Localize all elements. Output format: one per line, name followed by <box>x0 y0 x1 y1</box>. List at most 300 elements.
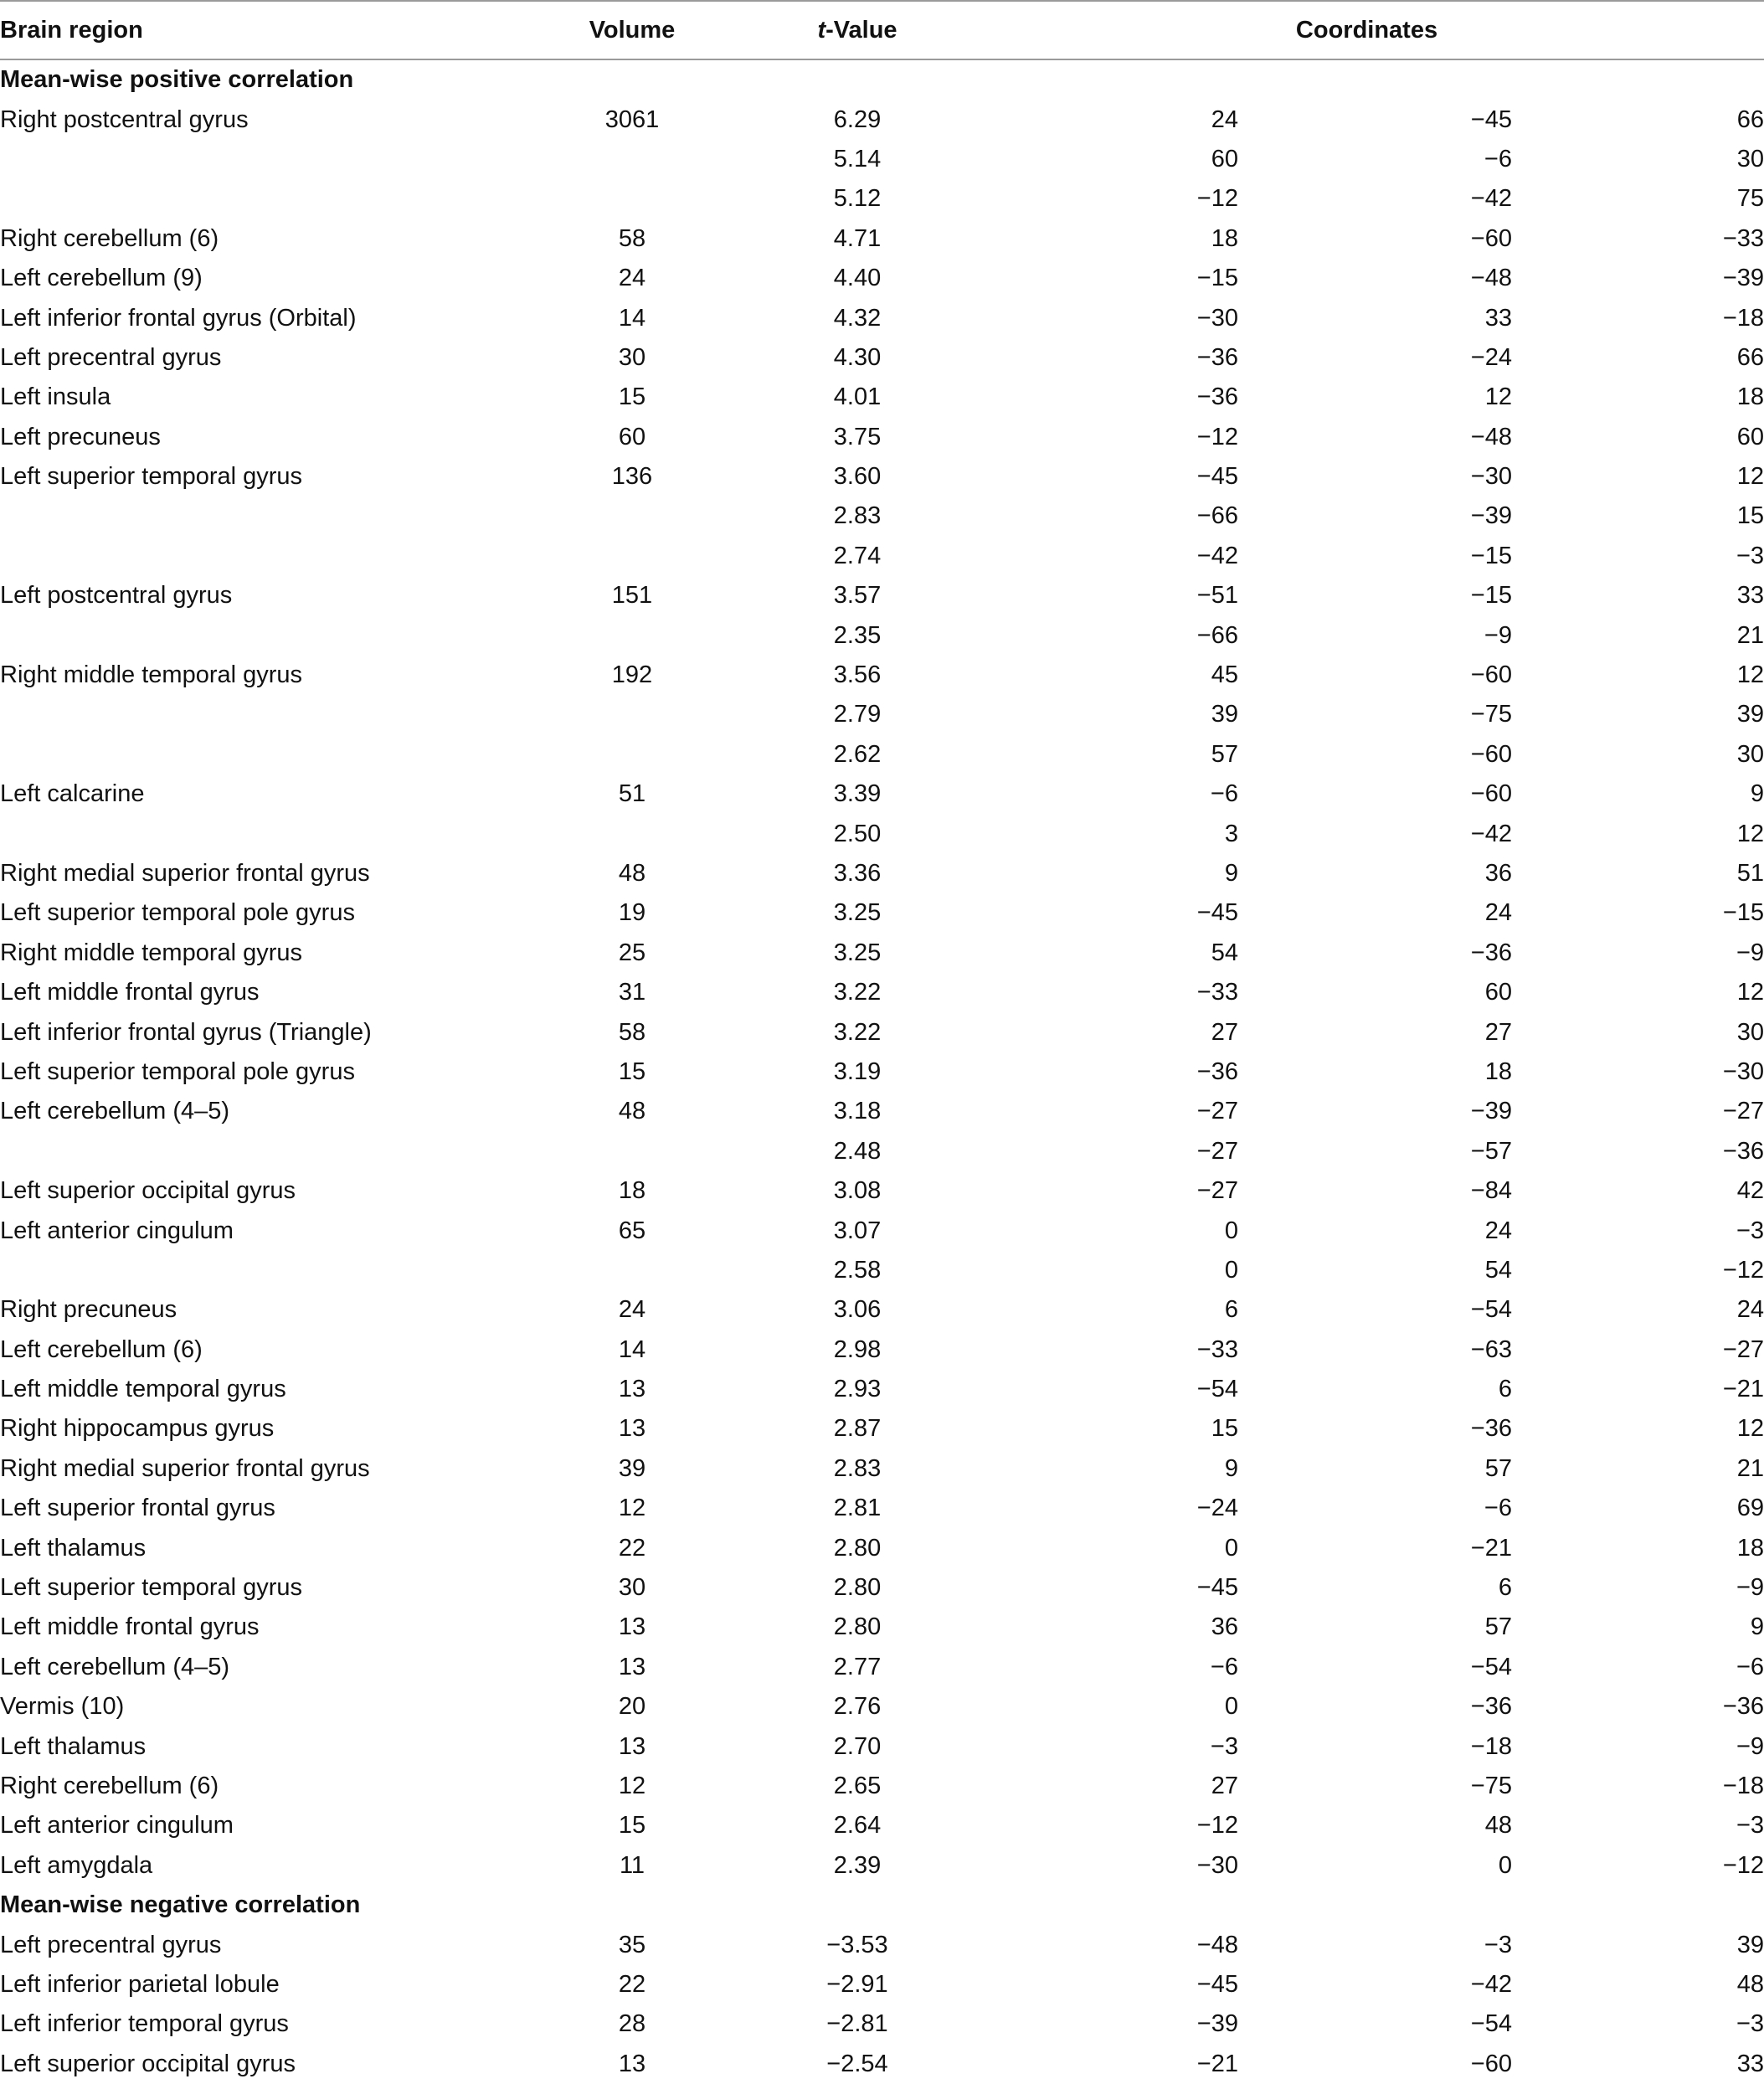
cell-region: Left anterior cingulum <box>0 1812 234 1840</box>
cell-coord-z: −18 <box>1722 1772 1764 1799</box>
cell-t-value: 3.25 <box>833 899 882 927</box>
cell-volume <box>519 179 745 219</box>
cell-t-value: 3.19 <box>833 1057 882 1085</box>
cell-coord-y: −60 <box>1470 740 1512 768</box>
table-row <box>0 1767 1764 1806</box>
cell-coord-y: 36 <box>1484 860 1512 887</box>
cell-region: Left thalamus <box>0 1732 147 1760</box>
cell-coord-z: 66 <box>1736 105 1764 133</box>
table-row <box>0 1726 1764 1766</box>
cell-coord-x: −36 <box>1196 343 1238 371</box>
cell-coord-x: 18 <box>1211 224 1238 252</box>
cell-region <box>0 1132 519 1171</box>
cell-t-value: 2.39 <box>833 1851 882 1879</box>
cell-region: Left middle frontal gyrus <box>0 979 260 1006</box>
cell-t-value: 2.98 <box>833 1335 882 1363</box>
cell-volume: 22 <box>618 1970 646 1998</box>
cell-volume: 13 <box>618 1415 646 1443</box>
cell-coord-y: −60 <box>1470 2050 1512 2077</box>
header-t-rest: -Value <box>825 16 897 44</box>
cell-volume: 48 <box>618 1098 646 1125</box>
cell-coord-x: 27 <box>1211 1772 1238 1799</box>
cell-coord-y: −42 <box>1470 820 1512 847</box>
cell-coord-z: 12 <box>1736 661 1764 689</box>
table-row <box>0 1846 1764 1886</box>
table-row <box>0 219 1764 259</box>
table-row <box>0 656 1764 695</box>
cell-region: Left calcarine <box>0 780 145 808</box>
cell-coord-z: 15 <box>1736 502 1764 530</box>
cell-region: Left middle frontal gyrus <box>0 1613 260 1641</box>
cell-coord-x: −54 <box>1196 1376 1238 1403</box>
table-row <box>0 298 1764 337</box>
cell-coord-x: 9 <box>1224 1454 1238 1482</box>
table-row <box>0 100 1764 139</box>
table-row <box>0 814 1764 853</box>
cell-region: Right cerebellum (6) <box>0 1772 219 1799</box>
cell-coord-y: −9 <box>1484 621 1512 649</box>
cell-volume: 192 <box>611 661 653 689</box>
table-row <box>0 537 1764 576</box>
cell-coord-z: 24 <box>1736 1296 1764 1324</box>
cell-coord-y: −30 <box>1470 463 1512 491</box>
table-row <box>0 1132 1764 1171</box>
cell-volume: 13 <box>618 1613 646 1641</box>
cell-volume: 30 <box>618 1574 646 1602</box>
cell-t-value: 2.58 <box>833 1256 882 1284</box>
cell-volume: 60 <box>618 423 646 450</box>
cell-t-value: 3.25 <box>833 939 882 966</box>
cell-region: Left superior temporal pole gyrus <box>0 1057 355 1085</box>
cell-region: Left superior temporal gyrus <box>0 463 303 491</box>
cell-t-value: 4.32 <box>833 304 882 332</box>
cell-t-value: 3.06 <box>833 1296 882 1324</box>
cell-coord-z: −3 <box>1736 542 1764 569</box>
cell-t-value: 3.18 <box>833 1098 882 1125</box>
cell-coord-x: −45 <box>1196 1574 1238 1602</box>
cell-coord-x: −42 <box>1196 542 1238 569</box>
cell-coord-z: 66 <box>1736 343 1764 371</box>
cell-coord-x: −12 <box>1196 1812 1238 1840</box>
cell-volume: 13 <box>618 1653 646 1680</box>
cell-coord-x: 0 <box>1224 1256 1238 1284</box>
cell-volume: 14 <box>618 1335 646 1363</box>
cell-region: Left amygdala <box>0 1851 153 1879</box>
table-row <box>0 1251 1764 1290</box>
cell-coord-x: −21 <box>1196 2050 1238 2077</box>
table-row <box>0 893 1764 933</box>
cell-coord-x: 36 <box>1211 1613 1238 1641</box>
cell-coord-y: −42 <box>1470 185 1512 213</box>
table-row <box>0 1290 1764 1330</box>
cell-volume: 136 <box>611 463 653 491</box>
cell-volume: 13 <box>618 2050 646 2077</box>
cell-t-value: 3.60 <box>833 463 882 491</box>
cell-coord-z: 39 <box>1736 1931 1764 1958</box>
cell-coord-y: 57 <box>1484 1454 1512 1482</box>
cell-coord-x: 0 <box>1224 1217 1238 1244</box>
cell-region: Left cerebellum (9) <box>0 265 203 292</box>
cell-coord-z: −3 <box>1736 1217 1764 1244</box>
cell-region <box>0 615 519 655</box>
cell-t-value: −2.91 <box>826 1970 888 1998</box>
cell-region: Left precentral gyrus <box>0 343 222 371</box>
cell-region: Left cerebellum (4–5) <box>0 1098 230 1125</box>
cell-coord-z: −9 <box>1736 939 1764 966</box>
cell-t-value: 2.77 <box>833 1653 882 1680</box>
cell-t-value: 4.30 <box>833 343 882 371</box>
cell-t-value: 4.40 <box>833 265 882 292</box>
cell-coord-z: 60 <box>1736 423 1764 450</box>
cell-volume <box>519 140 745 179</box>
cell-t-value: 4.71 <box>833 224 882 252</box>
cell-volume: 11 <box>619 1851 645 1879</box>
table-row <box>0 2045 1764 2084</box>
cell-coord-z: 30 <box>1736 1018 1764 1046</box>
cell-coord-y: −60 <box>1470 224 1512 252</box>
table-row <box>0 854 1764 893</box>
cell-coord-y: −21 <box>1470 1534 1512 1562</box>
table-row <box>0 1370 1764 1409</box>
cell-volume: 35 <box>618 1931 646 1958</box>
cell-coord-z: −36 <box>1722 1137 1764 1165</box>
header-t-italic: t <box>817 16 826 44</box>
cell-coord-x: 45 <box>1211 661 1238 689</box>
cell-coord-z: 21 <box>1736 621 1764 649</box>
cell-coord-z: −12 <box>1722 1851 1764 1879</box>
cell-t-value: −2.81 <box>826 2010 888 2038</box>
cell-coord-y: −63 <box>1470 1335 1512 1363</box>
cell-coord-x: 3 <box>1224 820 1238 847</box>
cell-coord-y: −75 <box>1470 701 1512 728</box>
cell-coord-y: −15 <box>1470 542 1512 569</box>
cell-volume <box>519 695 745 734</box>
cell-coord-x: −33 <box>1196 979 1238 1006</box>
cell-coord-z: −9 <box>1736 1732 1764 1760</box>
cell-coord-z: 42 <box>1736 1177 1764 1205</box>
cell-coord-y: −15 <box>1470 582 1512 610</box>
cell-t-value: 2.74 <box>833 542 882 569</box>
cell-volume <box>519 537 745 576</box>
table-row <box>0 774 1764 814</box>
cell-region: Left superior temporal pole gyrus <box>0 899 355 927</box>
table-row <box>0 1211 1764 1250</box>
table-row <box>0 1528 1764 1567</box>
cell-region: Left inferior frontal gyrus (Triangle) <box>0 1018 372 1046</box>
cell-volume: 20 <box>618 1693 646 1721</box>
cell-coord-y: −54 <box>1470 1653 1512 1680</box>
cell-region <box>0 814 519 853</box>
cell-coord-y: −36 <box>1470 939 1512 966</box>
cell-coord-z: −30 <box>1722 1057 1764 1085</box>
section-header-row <box>0 1886 1764 1925</box>
cell-region: Left cerebellum (4–5) <box>0 1653 230 1680</box>
cell-coord-y: 48 <box>1484 1812 1512 1840</box>
cell-volume: 51 <box>618 780 646 808</box>
cell-coord-z: −39 <box>1722 265 1764 292</box>
cell-coord-z: −18 <box>1722 304 1764 332</box>
cell-volume: 18 <box>618 1177 646 1205</box>
table-row <box>0 1409 1764 1449</box>
cell-volume: 22 <box>618 1534 646 1562</box>
cell-coord-x: 39 <box>1211 701 1238 728</box>
cell-region: Vermis (10) <box>0 1693 125 1721</box>
cell-region: Left inferior frontal gyrus (Orbital) <box>0 304 357 332</box>
cell-coord-y: 12 <box>1484 383 1512 411</box>
cell-region: Right medial superior frontal gyrus <box>0 1454 370 1482</box>
header-row <box>0 1 1764 59</box>
cell-volume: 14 <box>618 304 646 332</box>
cell-coord-y: −6 <box>1484 1495 1512 1522</box>
cell-t-value: 2.83 <box>833 1454 882 1482</box>
cell-volume: 12 <box>618 1772 646 1799</box>
cell-volume: 25 <box>618 939 646 966</box>
cell-coord-z: −6 <box>1736 1653 1764 1680</box>
table-row <box>0 1489 1764 1528</box>
cell-coord-y: −60 <box>1470 661 1512 689</box>
cell-coord-y: −36 <box>1470 1415 1512 1443</box>
table-row <box>0 1648 1764 1687</box>
cell-coord-x: 9 <box>1224 860 1238 887</box>
cell-coord-x: −30 <box>1196 1851 1238 1879</box>
cell-t-value: 2.80 <box>833 1613 882 1641</box>
cell-coord-z: 75 <box>1736 185 1764 213</box>
cell-t-value: 4.01 <box>833 383 882 411</box>
cell-coord-z: 69 <box>1736 1495 1764 1522</box>
cell-region: Left insula <box>0 383 111 411</box>
cell-t-value: 2.93 <box>833 1376 882 1403</box>
cell-region: Left cerebellum (6) <box>0 1335 203 1363</box>
cell-coord-x: 0 <box>1224 1534 1238 1562</box>
cell-coord-z: 30 <box>1736 145 1764 172</box>
cell-coord-x: −3 <box>1210 1732 1238 1760</box>
section-title: Mean-wise positive correlation <box>0 66 354 94</box>
cell-coord-y: −42 <box>1470 1970 1512 1998</box>
cell-region <box>0 735 519 774</box>
cell-t-value: 2.80 <box>833 1574 882 1602</box>
cell-t-value: 3.08 <box>833 1177 882 1205</box>
cell-coord-x: −12 <box>1196 423 1238 450</box>
cell-t-value: 5.14 <box>833 145 882 172</box>
cell-coord-y: 24 <box>1484 899 1512 927</box>
cell-coord-y: −18 <box>1470 1732 1512 1760</box>
table-header <box>0 1 1764 59</box>
cell-volume: 15 <box>618 383 646 411</box>
cell-t-value: 2.62 <box>833 740 882 768</box>
cell-t-value: 2.65 <box>833 1772 882 1799</box>
cell-t-value: −2.54 <box>826 2050 888 2077</box>
cell-coord-z: 9 <box>1750 1613 1764 1641</box>
header-coordinates: Coordinates <box>969 1 1764 59</box>
cell-volume <box>519 735 745 774</box>
cell-volume <box>519 1251 745 1290</box>
cell-coord-z: 51 <box>1736 860 1764 887</box>
cell-t-value: 6.29 <box>833 105 882 133</box>
cell-coord-x: −12 <box>1196 185 1238 213</box>
table-row <box>0 1330 1764 1370</box>
table-row <box>0 140 1764 179</box>
cell-volume <box>519 1132 745 1171</box>
cell-region: Right middle temporal gyrus <box>0 939 303 966</box>
cell-coord-y: −48 <box>1470 265 1512 292</box>
cell-region: Left middle temporal gyrus <box>0 1376 286 1403</box>
cell-coord-x: −27 <box>1196 1177 1238 1205</box>
cell-coord-y: 57 <box>1484 1613 1512 1641</box>
cell-coord-z: −12 <box>1722 1256 1764 1284</box>
cell-t-value: −3.53 <box>826 1931 888 1958</box>
cell-coord-y: −45 <box>1470 105 1512 133</box>
cell-coord-x: −6 <box>1210 780 1238 808</box>
cell-volume: 24 <box>618 265 646 292</box>
table-row <box>0 259 1764 298</box>
cell-volume: 28 <box>618 2010 646 2038</box>
cell-coord-y: 60 <box>1484 979 1512 1006</box>
table-row <box>0 457 1764 497</box>
table-row <box>0 1092 1764 1131</box>
table-row <box>0 497 1764 536</box>
cell-coord-x: −51 <box>1196 582 1238 610</box>
cell-coord-x: −33 <box>1196 1335 1238 1363</box>
cell-coord-x: −15 <box>1196 265 1238 292</box>
cell-coord-z: −27 <box>1722 1335 1764 1363</box>
cell-coord-z: 30 <box>1736 740 1764 768</box>
cell-t-value: 3.22 <box>833 1018 882 1046</box>
cell-t-value: 2.81 <box>833 1495 882 1522</box>
cell-coord-y: −57 <box>1470 1137 1512 1165</box>
cell-volume <box>519 814 745 853</box>
cell-volume: 65 <box>618 1217 646 1244</box>
cell-t-value: 2.83 <box>833 502 882 530</box>
cell-coord-x: 0 <box>1224 1693 1238 1721</box>
cell-coord-y: 33 <box>1484 304 1512 332</box>
cell-coord-z: 39 <box>1736 701 1764 728</box>
cell-coord-y: −39 <box>1470 502 1512 530</box>
header-volume: Volume <box>519 1 745 59</box>
cell-region <box>0 1251 519 1290</box>
cell-coord-x: −45 <box>1196 1970 1238 1998</box>
cell-region: Right postcentral gyrus <box>0 105 249 133</box>
cell-region: Right middle temporal gyrus <box>0 661 303 689</box>
cell-coord-x: 27 <box>1211 1018 1238 1046</box>
section-title: Mean-wise negative correlation <box>0 1891 361 1919</box>
table-row <box>0 1925 1764 1964</box>
cell-coord-y: −6 <box>1484 145 1512 172</box>
cell-t-value: 2.70 <box>833 1732 882 1760</box>
table-row <box>0 615 1764 655</box>
header-brain-region: Brain region <box>0 1 519 59</box>
cell-coord-x: −27 <box>1196 1098 1238 1125</box>
cell-volume: 58 <box>618 1018 646 1046</box>
cell-coord-x: 60 <box>1211 145 1238 172</box>
cell-coord-z: 18 <box>1736 383 1764 411</box>
table-row <box>0 1171 1764 1211</box>
cell-volume: 3061 <box>604 105 660 133</box>
cell-coord-z: −3 <box>1736 1812 1764 1840</box>
cell-region: Left precentral gyrus <box>0 1931 222 1958</box>
cell-region: Right cerebellum (6) <box>0 224 219 252</box>
cell-coord-z: 12 <box>1736 463 1764 491</box>
table-row <box>0 418 1764 457</box>
cell-coord-z: 9 <box>1750 780 1764 808</box>
cell-t-value: 2.35 <box>833 621 882 649</box>
cell-coord-x: −6 <box>1210 1653 1238 1680</box>
cell-coord-z: −33 <box>1722 224 1764 252</box>
cell-volume: 15 <box>618 1812 646 1840</box>
cell-t-value: 2.64 <box>833 1812 882 1840</box>
cell-coord-x: 6 <box>1224 1296 1238 1324</box>
cell-t-value: 2.48 <box>833 1137 882 1165</box>
cell-volume: 13 <box>618 1732 646 1760</box>
cell-coord-y: −24 <box>1470 343 1512 371</box>
cell-coord-z: 12 <box>1736 979 1764 1006</box>
cell-coord-z: −15 <box>1722 899 1764 927</box>
cell-region: Left anterior cingulum <box>0 1217 234 1244</box>
table-row <box>0 1449 1764 1489</box>
cell-volume: 24 <box>618 1296 646 1324</box>
cell-t-value: 2.87 <box>833 1415 882 1443</box>
cell-coord-x: −45 <box>1196 463 1238 491</box>
cell-volume: 15 <box>618 1057 646 1085</box>
table-row <box>0 576 1764 615</box>
cell-t-value: 3.75 <box>833 423 882 450</box>
cell-region <box>0 695 519 734</box>
cell-volume: 31 <box>618 979 646 1006</box>
cell-coord-y: 24 <box>1484 1217 1512 1244</box>
cell-region: Left superior temporal gyrus <box>0 1574 303 1602</box>
cell-coord-z: 18 <box>1736 1534 1764 1562</box>
cell-coord-y: −48 <box>1470 423 1512 450</box>
cell-volume: 39 <box>618 1454 646 1482</box>
cell-coord-y: −84 <box>1470 1177 1512 1205</box>
cell-volume <box>519 497 745 536</box>
cell-region: Left inferior temporal gyrus <box>0 2010 289 2038</box>
cell-coord-x: −36 <box>1196 383 1238 411</box>
cell-t-value: 3.36 <box>833 860 882 887</box>
cell-coord-x: 54 <box>1211 939 1238 966</box>
table-row <box>0 338 1764 378</box>
cell-t-value: 3.57 <box>833 582 882 610</box>
cell-coord-x: 15 <box>1211 1415 1238 1443</box>
cell-coord-y: 6 <box>1498 1376 1512 1403</box>
cell-volume <box>519 615 745 655</box>
cell-coord-z: −36 <box>1722 1693 1764 1721</box>
cell-coord-x: −30 <box>1196 304 1238 332</box>
table-row <box>0 1012 1764 1052</box>
cell-volume: 12 <box>618 1495 646 1522</box>
cell-coord-y: −39 <box>1470 1098 1512 1125</box>
cell-coord-y: −54 <box>1470 1296 1512 1324</box>
table-row <box>0 1965 1764 2004</box>
cell-coord-y: −75 <box>1470 1772 1512 1799</box>
table-row <box>0 735 1764 774</box>
table-row <box>0 378 1764 417</box>
cell-t-value: 2.80 <box>833 1534 882 1562</box>
cell-region: Right hippocampus gyrus <box>0 1415 275 1443</box>
cell-coord-x: −66 <box>1196 621 1238 649</box>
cell-t-value: 5.12 <box>833 185 882 213</box>
table-row <box>0 1608 1764 1647</box>
cell-coord-z: −21 <box>1722 1376 1764 1403</box>
cell-volume: 58 <box>618 224 646 252</box>
cell-coord-z: 33 <box>1736 582 1764 610</box>
cell-coord-y: −3 <box>1484 1931 1512 1958</box>
cell-t-value: 3.39 <box>833 780 882 808</box>
cell-volume: 19 <box>618 899 646 927</box>
table-row <box>0 973 1764 1012</box>
cell-region: Left superior occipital gyrus <box>0 1177 296 1205</box>
cell-coord-z: 21 <box>1736 1454 1764 1482</box>
cell-volume: 48 <box>618 860 646 887</box>
